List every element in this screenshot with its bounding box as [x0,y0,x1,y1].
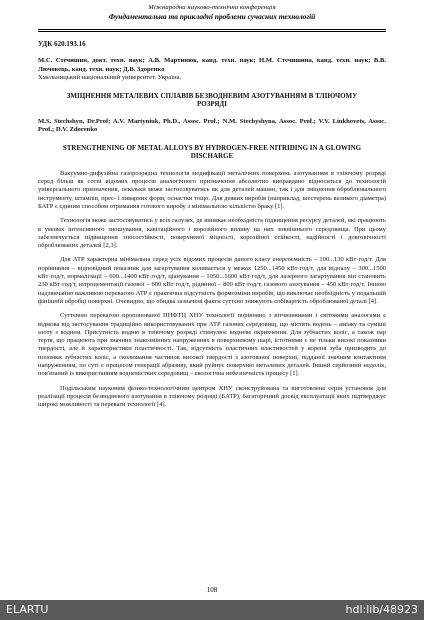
journal-name: Фундаментальна та прикладні проблеми сучасних технологій [108,12,316,21]
viewer-footer [0,600,424,620]
affiliation: Хмельницький національний університет. Україна. [38,74,182,82]
running-header [38,3,386,32]
paragraph: Для АТР характерна мінімальна серед усіх відомих процесів даного класу енергоємність – 100...130 кВт·год/т. Для порівняння – відповідний показник для загартування коливається у межах 1250...1450 кВт·год/т, для відпалу – 300...1500 кВт·год/т, нормалізації – 600...1400 кВт·год/т, ціанування – 1050...1600 кВт·год/т, для лазерного загартування він становить 230 кВт·год/т, нітроцементації газової – 600 кВт·год/т, рідинної – 800 кВт·год/т, газового азотування – 450 кВт·год/т. Іншою надзвичайно важливою перевагою АТР є практична відсутність формозміни виробів, що виключає необхідність у подальшій фінішній обробці поверхні. Очевидно, що обидва зазначені факти суттєво знижують собівартість оброблюваної деталі [4]. [38,256,386,305]
repository-label: ELARTU [6,603,49,616]
article-body [38,40,386,416]
udk-code: УДК 620.193.16 [38,40,86,48]
authors-en: M.S. Stechshyn, Dr.Prof; A.V. Martyniuk, Ph.D., Assoc. Prof.; N.M. Stechyshyna, Assoc. Prof.; V.V. Liukhovets, Assoc. Prof.; D.V. Zdorenko [38,117,386,134]
authors-ua: М.С. Стечишин, докт. техн. наук; А.В. Мартинюк, канд. техн. наук; Н.М. Стечишина, канд. техн. наук; В.В. Лючовець, канд. техн. наук; Д.В. Здоренко [38,57,386,73]
page-number: 108 [206,586,218,594]
title-ua: ЗМІЦНЕННЯ МЕТАЛЕВИХ СПЛАВІВ БЕЗВОДНЕВИМ АЗОТУВАННЯМ В ТЛІЮЧОМУ РОЗРЯДІ [66,91,358,109]
title-en: STRENGTHENING OF METAL ALLOYS BY HYDROGEN-FREE NITRIDING IN A GLOWING DISCHARGE [62,143,362,161]
paragraph: Суттєвою перевагою пропонованої ПНФТЦ ХНУ технології порівняно з вітчизняними і світовими аналогами є відмова від застосування традиційно використовуваних при АТР газових середовищ, що містять водень – аміаку та суміші азоту з воднем. Присутність водню в тліючому розряді стимулює водневе окрихчення. Для зубчастих коліс, а також пар тертя, що працюють при значних знакозмінних напруженнях в поверхневому шарі, істотними є не тільки високі показники твердості, але й характеристики пластичності. Так, відсутність пластичних властивостей у кореня зуба призводить до поломки зубчастих коліс, а сколювання частинок високої твердості з азотованої поверхні, підданої значним контактним напруженням, по суті є процесом генерації абразиву, який руйнує поверхню металевих деталей. Інший серйозний недолік, пов'язаний із використанням воднемістких середовищ – екологічна небезпечність процесу [1]. [38,312,386,378]
paragraph: Подільським науковим фізико-технологічним центром ХНУ сконструйована та виготовлена серія установок для реалізації процесів безводневого азотування в тліючому розряді (БАТР), багаторічний досвід експлуатації яких підтверджує широкі можливості та переваги технології [4]. [38,384,386,409]
paragraph: Технологія може застосовуватись у всіх галузях, де виникає необхідність підвищення ресурсу деталей, які працюють в умовах інтенсивного зношування, кавітаційного і корозійного впливу на них зовнішнього середовища. При цьому забезпечується підвищення зносостійкості, поверхневої міцності, корозійної стійкості, надійності і довговічності оброблюваних деталей [2,3]. [38,217,386,250]
paragraph: Вакуумно-дифузійна газорозрядна технологія модифікації металічних поверхонь азотуванням в тліючому розряді серед більш як сотні відомих процесів аналогічного призначення абсолютно виправдано відноситься до технологій універсального призначення, оскільки може застосовуватись як для деталей машин, так і для зміцнення оброблювального інструменту, штампів, прес- і ливарних форм, оснастки тощо. Для деяких виробів (наприклад, шестерень великого діаметра) БАТР є єдиним способом отримання готового виробу з мінімальною кількістю браку [1]. [38,169,386,210]
conference-name: Міжнародна науково-технічна конференція [148,4,276,11]
handle-link[interactable]: hdl:lib/48923 [345,603,418,616]
